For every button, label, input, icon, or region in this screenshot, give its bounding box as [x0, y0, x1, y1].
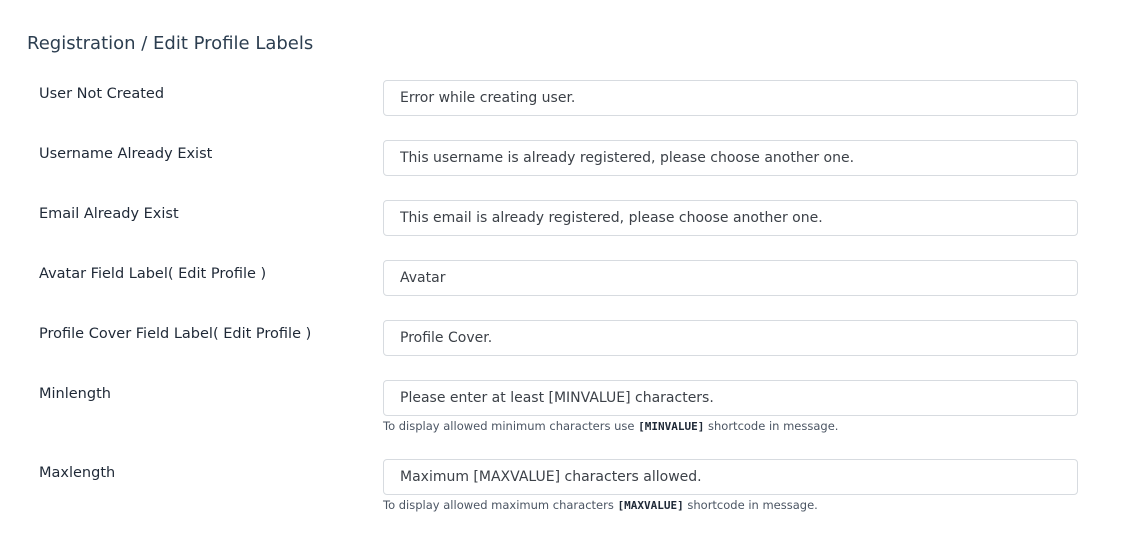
field-label-avatar: Avatar Field Label( Edit Profile ) — [39, 266, 267, 282]
email-exists-input[interactable] — [383, 200, 1078, 236]
minlength-input[interactable] — [383, 380, 1078, 416]
field-label-maxlength: Maxlength — [39, 465, 116, 481]
user-not-created-input[interactable] — [383, 80, 1078, 116]
maxvalue-shortcode: [MAXVALUE] — [617, 499, 684, 512]
field-label-email-exists: Email Already Exist — [39, 206, 179, 222]
avatar-label-input[interactable] — [383, 260, 1078, 296]
help-text-suffix: shortcode in message. — [704, 419, 839, 433]
help-text-suffix: shortcode in message. — [683, 498, 818, 512]
help-text-prefix: To display allowed maximum characters — [383, 498, 618, 512]
field-label-username-exists: Username Already Exist — [39, 146, 213, 162]
field-label-minlength: Minlength — [39, 386, 111, 402]
profile-cover-label-input[interactable] — [383, 320, 1078, 356]
minlength-help-text — [383, 418, 838, 435]
field-label-user-not-created: User Not Created — [39, 86, 165, 102]
help-text-prefix: To display allowed minimum characters use — [383, 419, 639, 433]
maxlength-input[interactable] — [383, 459, 1078, 495]
section-title: Registration / Edit Profile Labels — [27, 33, 314, 54]
username-exists-input[interactable] — [383, 140, 1078, 176]
minvalue-shortcode: [MINVALUE] — [638, 420, 705, 433]
field-label-profile-cover: Profile Cover Field Label( Edit Profile ) — [39, 326, 312, 342]
maxlength-help-text — [383, 497, 818, 514]
